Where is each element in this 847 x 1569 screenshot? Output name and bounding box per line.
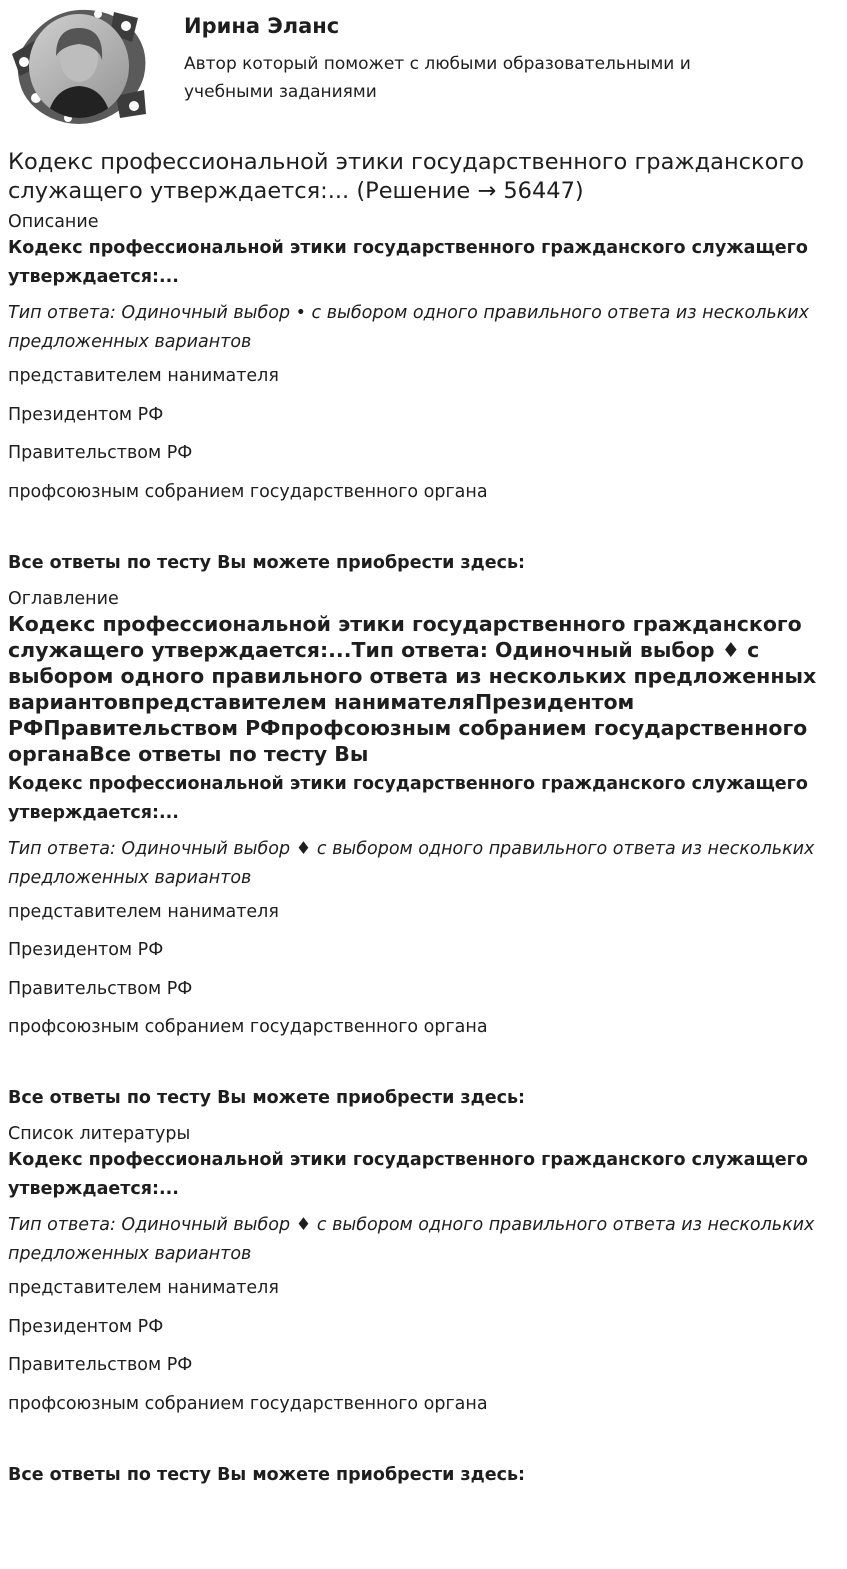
section-description — [8, 210, 838, 576]
author-name[interactable]: Ирина Эланс — [184, 14, 340, 38]
answer-option: Правительством РФ — [8, 978, 193, 999]
answer-option: Правительством РФ — [8, 443, 193, 463]
section-bibliography — [8, 1122, 838, 1488]
buy-answers-link[interactable]: Все ответы по тесту Вы можете приобрести здесь: — [8, 1464, 526, 1485]
answer-option: представителем нанимателя — [8, 1278, 279, 1298]
question-text: Кодекс профессиональной этики государственного гражданского служащего утверждается:... — [8, 238, 808, 287]
page-title: Кодекс профессиональной этики государственного гражданского служащего утверждается:... (Решение → 56447) — [8, 149, 804, 204]
contents-text: Кодекс профессиональной этики государственного гражданского служащего утверждается:...Тип ответа: Одиночный выбор ♦ с выбором одного правильного ответа из нескольких предложенных вариантовпредставителем нанимателяПрезидентом РФПравительством РФпрофсоюзным собранием государственного органаВсе ответы по тесту Вы — [8, 611, 817, 766]
section-label: Список литературы — [8, 1124, 191, 1144]
question-text: Кодекс профессиональной этики государственного гражданского служащего утверждается:... — [8, 1150, 808, 1199]
section-contents — [8, 587, 838, 1112]
answer-option: профсоюзным собранием государственного органа — [8, 1393, 488, 1414]
section-label: Описание — [8, 212, 99, 232]
page-content — [8, 148, 838, 1499]
answer-option: Президентом РФ — [8, 404, 164, 425]
answer-option: Правительством РФ — [8, 1355, 193, 1375]
answer-option: профсоюзным собранием государственного органа — [8, 481, 488, 502]
answer-option: Президентом РФ — [8, 940, 164, 960]
buy-answers-link[interactable]: Все ответы по тесту Вы можете приобрести здесь: — [8, 552, 526, 573]
buy-answers-link[interactable]: Все ответы по тесту Вы можете приобрести здесь: — [8, 1088, 526, 1108]
answer-type: Тип ответа: Одиночный выбор ♦ с выбором одного правильного ответа из нескольких предложенных вариантов — [8, 838, 815, 888]
avatar-frame-icon — [6, 6, 152, 128]
answer-option: представителем нанимателя — [8, 901, 279, 922]
answer-option: Президентом РФ — [8, 1316, 164, 1337]
section-label: Оглавление — [8, 588, 119, 609]
answer-option: профсоюзным собранием государственного органа — [8, 1017, 488, 1037]
author-avatar — [6, 6, 152, 128]
answer-type: Тип ответа: Одиночный выбор ♦ с выбором одного правильного ответа из нескольких предложенных вариантов — [8, 1215, 815, 1264]
author-header — [0, 0, 847, 140]
question-text: Кодекс профессиональной этики государственного гражданского служащего утверждается:... — [8, 773, 808, 823]
author-description: Автор который поможет с любыми образовательными и учебными заданиями — [184, 54, 691, 102]
answer-option: представителем нанимателя — [8, 366, 279, 386]
answer-type: Тип ответа: Одиночный выбор • с выбором одного правильного ответа из нескольких предложенных вариантов — [8, 303, 810, 352]
